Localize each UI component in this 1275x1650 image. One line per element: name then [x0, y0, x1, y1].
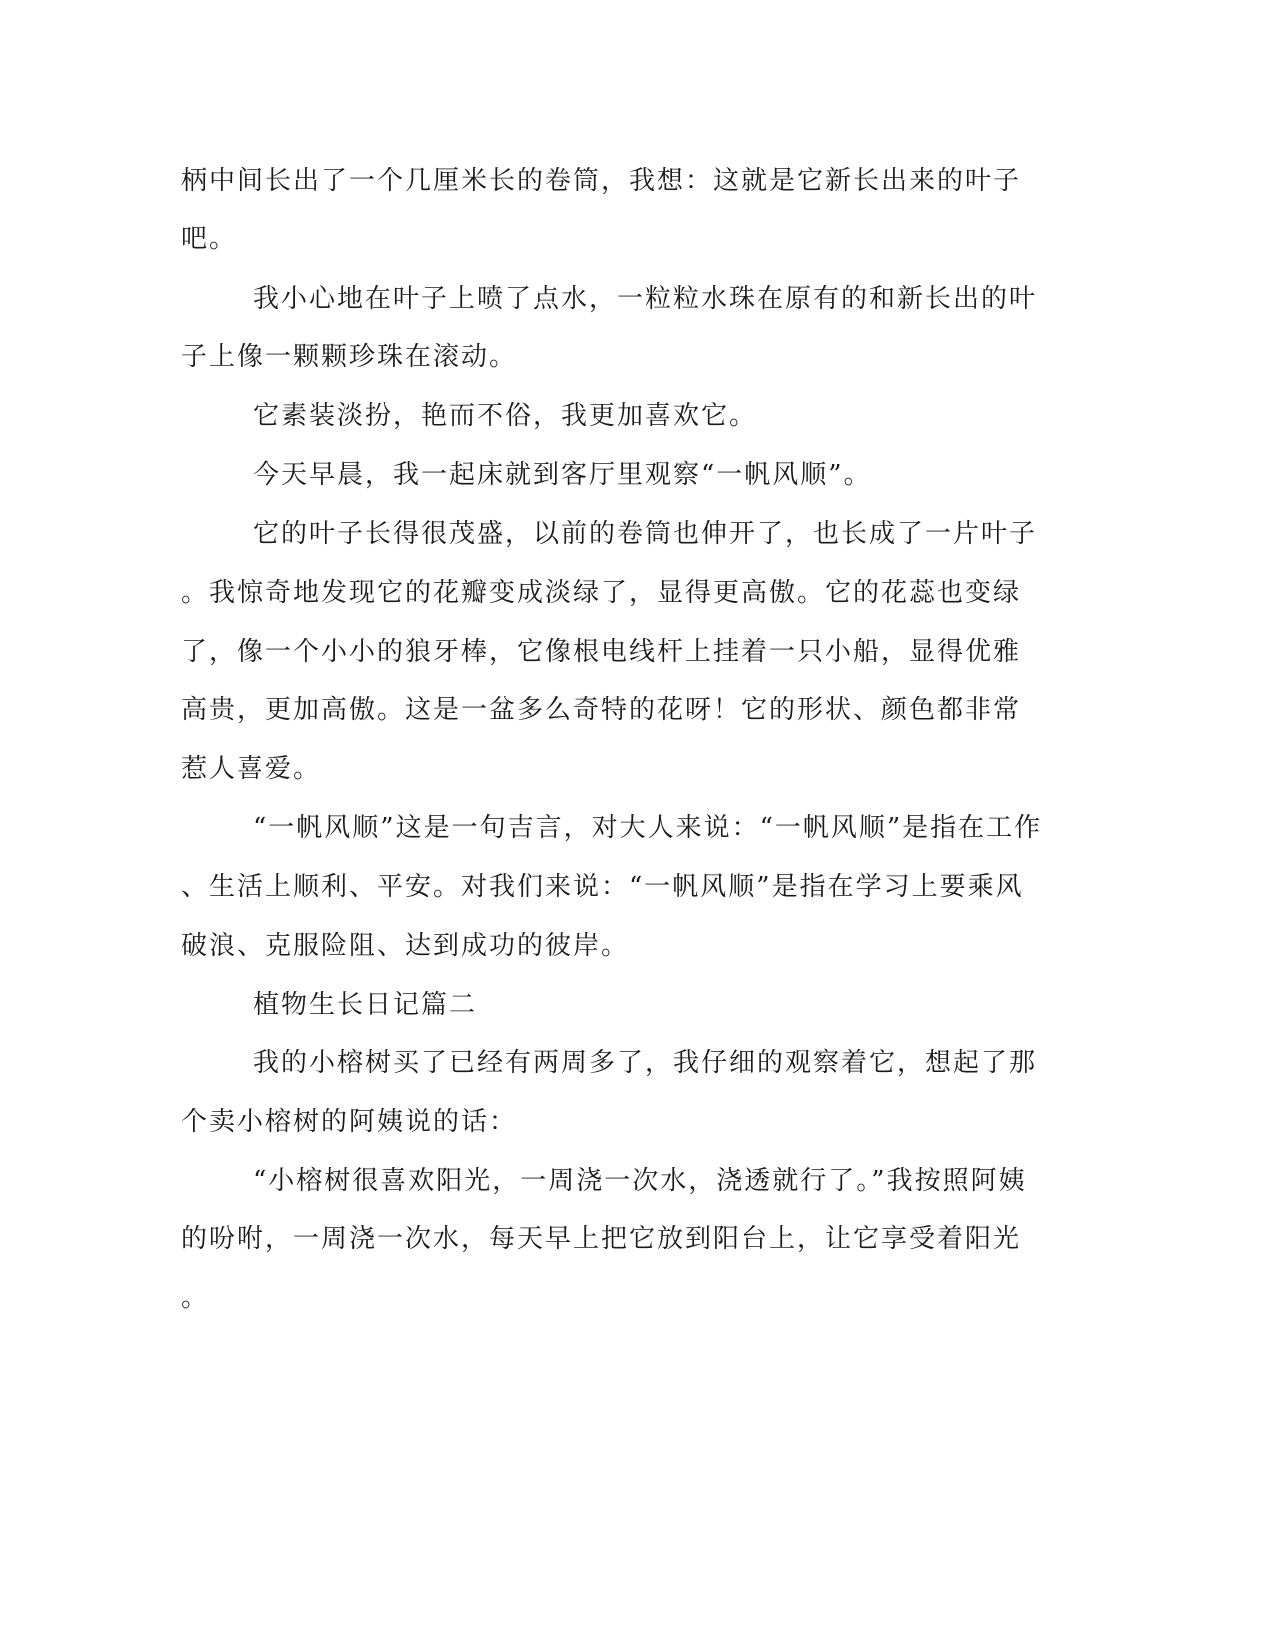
paragraph-start: 它素装淡扮，艳而不俗，我更加喜欢它。 — [253, 401, 758, 431]
text-line: 。我惊奇地发现它的花瓣变成淡绿了，显得更高傲。它的花蕊也变绿 — [181, 578, 1022, 608]
text-line: 、生活上顺利、平安。对我们来说：“一帆风顺”是指在学习上要乘风 — [181, 872, 1024, 902]
paragraph-start: 我小心地在叶子上喷了点水，一粒粒水珠在原有的和新长出的叶 — [253, 284, 1038, 314]
paragraph-start: 我的小榕树买了已经有两周多了，我仔细的观察着它，想起了那 — [253, 1048, 1038, 1078]
paragraph-start: “一帆风顺”这是一句吉言，对大人来说：“一帆风顺”是指在工作 — [253, 813, 1043, 843]
text-line: 了，像一个小小的狼牙棒，它像根电线杆上挂着一只小船，显得优雅 — [181, 637, 1022, 667]
text-line: 。 — [181, 1283, 210, 1313]
paragraph-start: 今天早晨，我一起床就到客厅里观察“一帆风顺”。 — [253, 460, 872, 490]
text-line: 子上像一颗颗珍珠在滚动。 — [181, 342, 518, 372]
text-line: 惹人喜爱。 — [181, 754, 322, 784]
text-line: 高贵，更加高傲。这是一盆多么奇特的花呀！它的形状、颜色都非常 — [181, 695, 1022, 725]
text-line: 的吩咐，一周浇一次水，每天早上把它放到阳台上，让它享受着阳光 — [181, 1224, 1022, 1254]
paragraph-start: “小榕树很喜欢阳光，一周浇一次水，浇透就行了。”我按照阿姨 — [253, 1166, 1027, 1196]
text-line: 吧。 — [181, 224, 238, 254]
text-line: 破浪、克服险阻、达到成功的彼岸。 — [181, 931, 630, 961]
text-line: 个卖小榕树的阿姨说的话： — [181, 1107, 518, 1137]
paragraph-start: 它的叶子长得很茂盛，以前的卷筒也伸开了，也长成了一片叶子 — [253, 519, 1038, 549]
text-line: 柄中间长出了一个几厘米长的卷筒，我想：这就是它新长出来的叶子 — [181, 166, 1022, 196]
section-heading: 植物生长日记篇二 — [253, 990, 478, 1020]
